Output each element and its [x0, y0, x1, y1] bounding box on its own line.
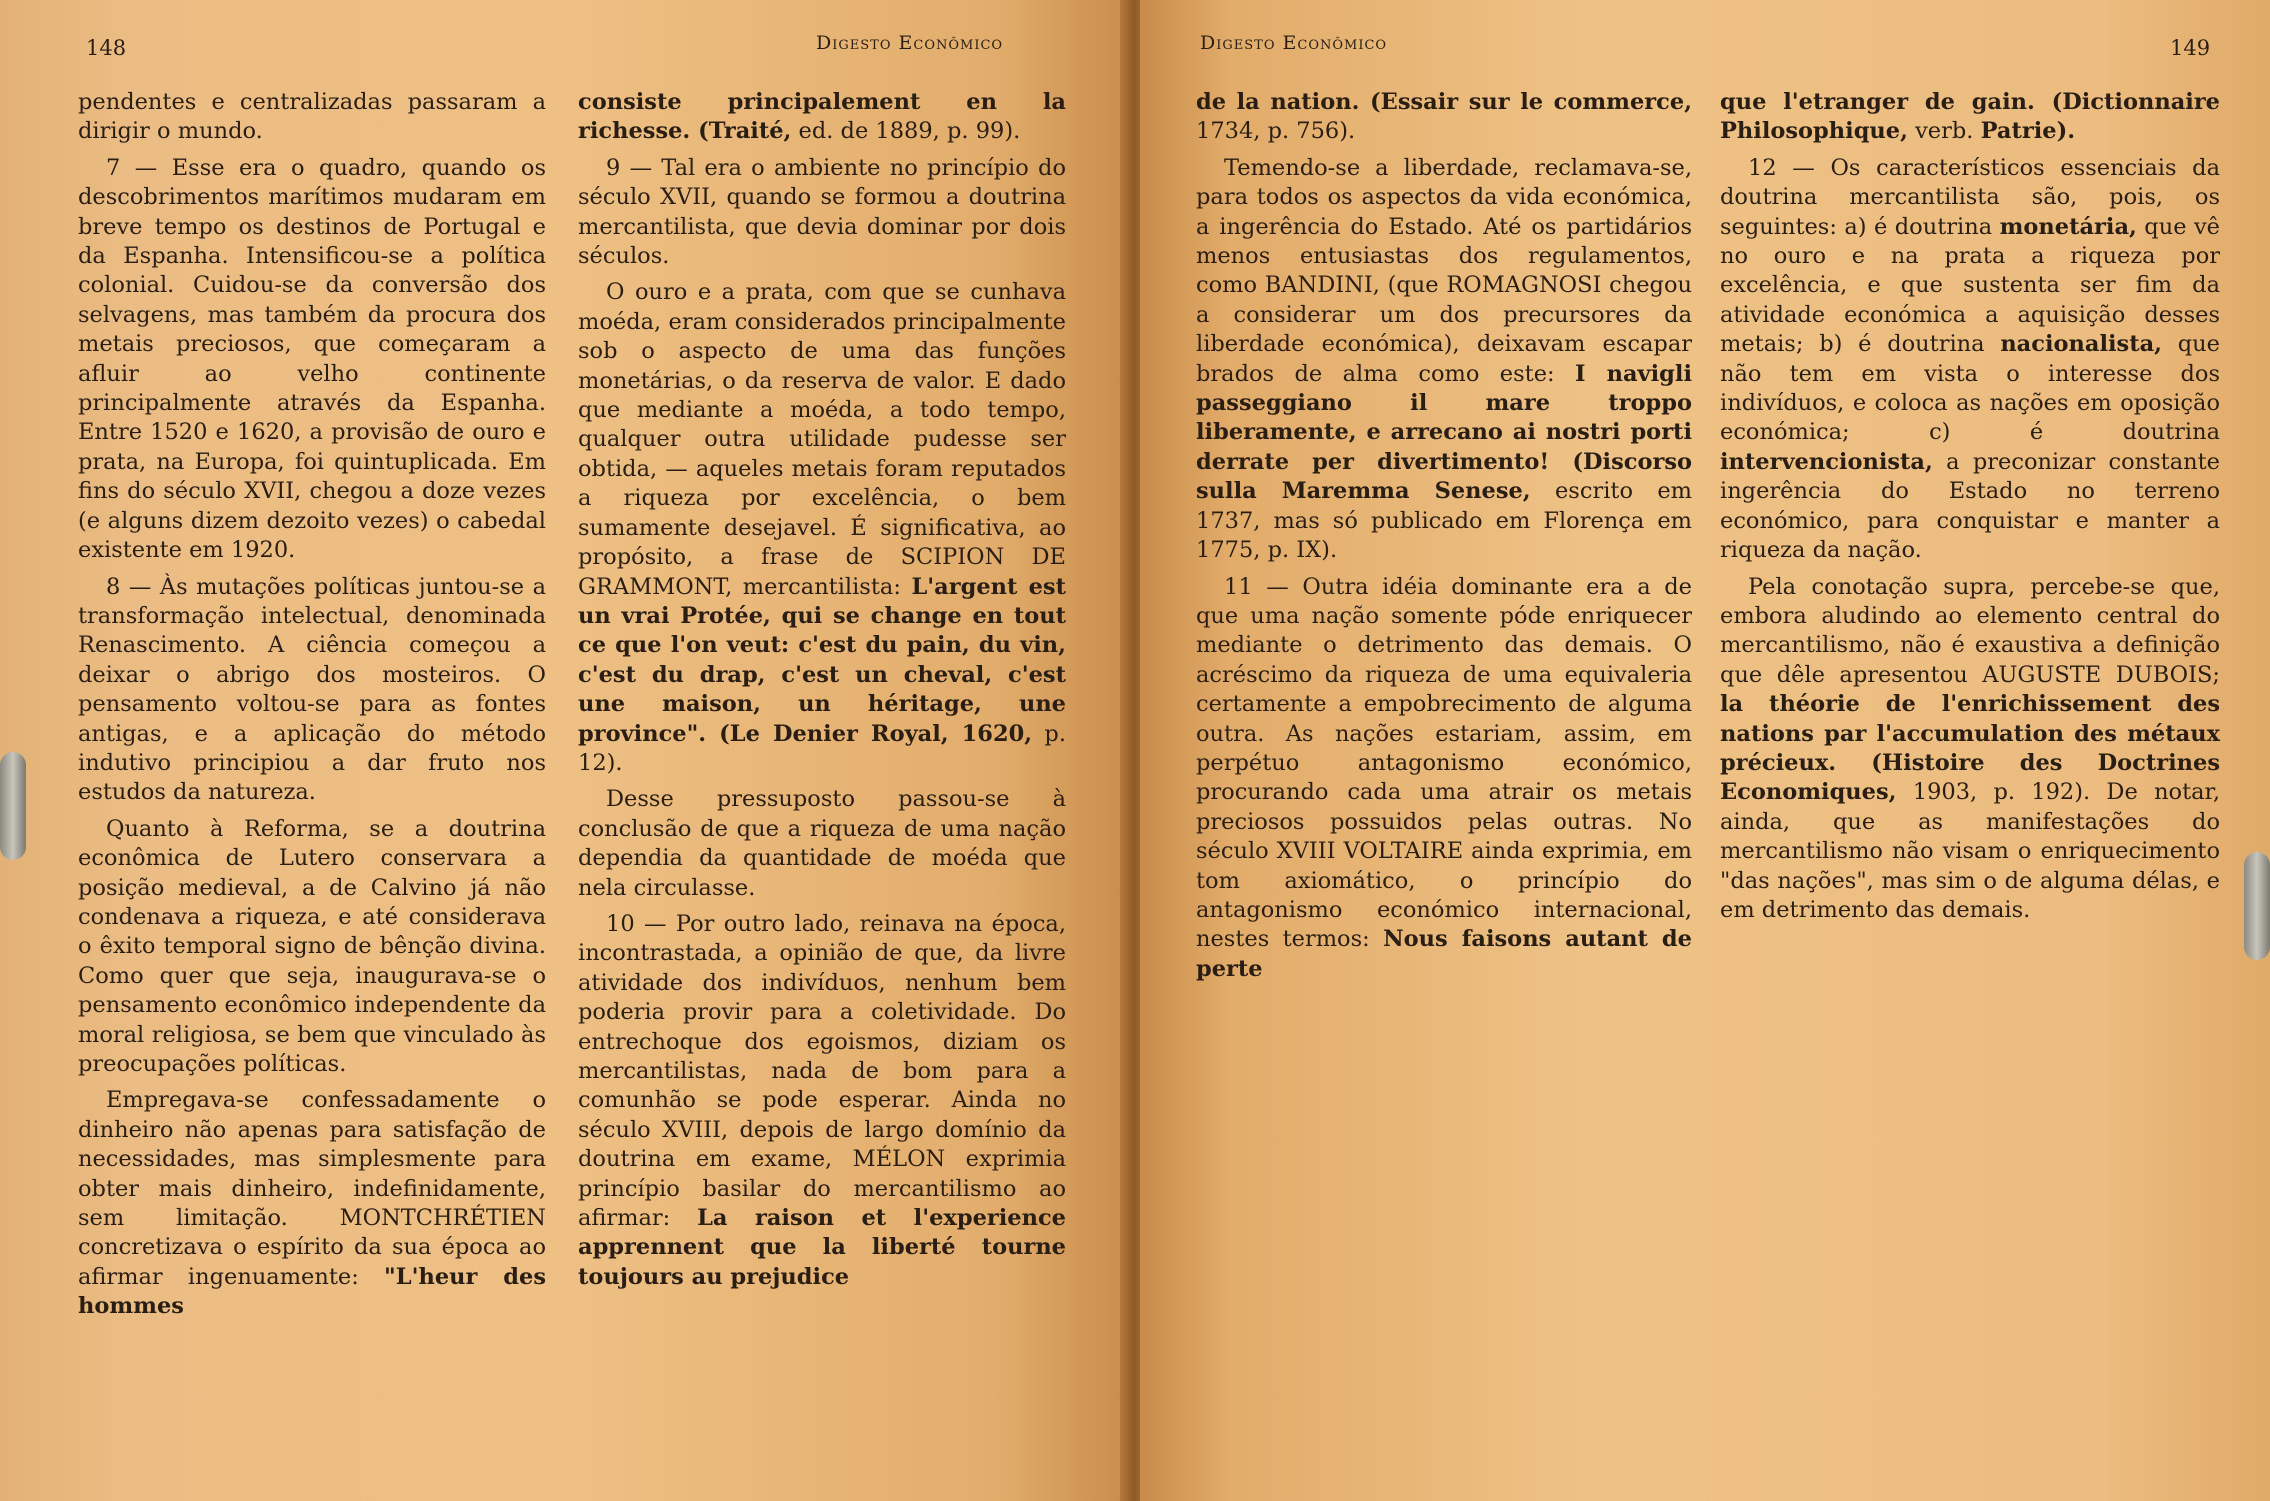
- body-text: 11 — Outra idéia dominante era a de que uma nação somente póde enriquecer mediante o detrimento das demais. O acréscimo da riqueza de uma equivaleria certamente a empobrecimento de alguma outra. As nações estariam, assim, em perpétuo antagonismo económico, procurando cada uma atrair os metais preciosos possuidos pelas outras. No século XVIII VOLTAIRE ainda exprimia, em tom axiomático, o princípio do antagonismo económico internacional, nestes termos:: [1196, 573, 1692, 953]
- body-text: 1903, p. 192). De notar, ainda, que as manifestações do mercantilismo não visam o enriquecimento "das nações", mas sim o de alguma délas, e em detrimento das demais.: [1720, 779, 2220, 923]
- paragraph: [578, 88, 1066, 147]
- body-text: Quanto à Reforma, se a doutrina econômica de Lutero conservara a posição medieval, a de Calvino já não condenava a riqueza, e até considerava o êxito temporal signo de bênção divina. Como quer que seja, inaugurava-se o pensamento econômico independente da moral religiosa, se bem que vinculado às preocupações políticas.: [78, 815, 546, 1077]
- paragraph: [78, 815, 546, 1080]
- page-number-left: 148: [86, 36, 127, 60]
- quote-text: intervencionista,: [1720, 448, 1933, 475]
- paragraph: [578, 278, 1066, 778]
- body-text: 1734, p. 756).: [1196, 118, 1356, 145]
- paragraph: [1720, 573, 2220, 926]
- quote-text: la théorie de l'enrichissement des nations par l'accumulation des métaux précieux. (Histoire des Doctrines Economiques,: [1720, 691, 2220, 806]
- body-text: Empregava-se confessadamente o dinheiro não apenas para satisfação de necessidades, mas simplesmente para obter mais dinheiro, indefinidamente, sem limitação. MONTCHRÉTIEN concretizava o espírito da sua época ao afirmar ingenuamente:: [78, 1087, 546, 1290]
- quote-text: "L'heur des hommes: [78, 1263, 546, 1320]
- quote-text: I navigli passeggiano il mare troppo liberamente, e arrecano ai nostri porti derrate per divertimento! (Discorso sulla Maremma Senese,: [1196, 360, 1692, 505]
- paragraph: [578, 910, 1066, 1292]
- body-text: O ouro e a prata, com que se cunhava moéda, eram considerados principalmente sob o aspecto de uma das funções monetárias, o da reserva de valor. E dado que mediante a moéda, a todo tempo, qualquer outra utilidade pudesse ser obtida, — aqueles metais foram reputados a riqueza por excelência, o bem sumamente desejavel. É significativa, ao propósito, a frase de SCIPION DE GRAMMONT, mercantilista:: [578, 279, 1066, 600]
- paragraph: [1720, 88, 2220, 147]
- index-tab-right: [2244, 852, 2270, 960]
- quote-text: Nous faisons autant de perte: [1196, 926, 1692, 982]
- paragraph: [1720, 154, 2220, 566]
- paragraph: [78, 154, 546, 566]
- quote-text: La raison et l'experience apprennent que la liberté tourne toujours au prejudice: [578, 1205, 1066, 1290]
- body-text: a preconizar constante ingerência do Estado no terreno económico, para conquistar e manter a riqueza da nação.: [1720, 448, 2220, 564]
- right-page: [1140, 0, 2270, 1501]
- body-text: pendentes e centralizadas passaram a dirigir o mundo.: [78, 89, 546, 145]
- body-text: 9 — Tal era o ambiente no princípio do século XVII, quando se formou a doutrina mercantilista, que devia dominar por dois séculos.: [578, 154, 1066, 270]
- body-text: Desse pressuposto passou-se à conclusão de que a riqueza de uma nação dependia da quantidade de moéda que nela circulasse.: [578, 786, 1066, 901]
- running-head-left: Digesto Econômico: [816, 32, 1004, 54]
- left-page-column-1: [78, 88, 546, 1329]
- body-text: Temendo-se a liberdade, reclamava-se, para todos os aspectos da vida económica, a ingerência do Estado. Até os partidários menos entusiastas dos regulamentos, como BANDINI, (que ROMAGNOSI chegou a considerar um dos precursores da liberdade económica), deixavam escapar brados de alma como este:: [1196, 154, 1692, 387]
- left-page: [0, 0, 1128, 1501]
- index-tab-left: [0, 752, 26, 860]
- body-text: 10 — Por outro lado, reinava na época, incontrastada, a opinião de que, da livre atividade dos indivíduos, nenhum bem poderia provir para a coletividade. Do entrechoque dos egoismos, diziam os mercantilistas, nada de bom para a comunhão se pode esperar. Ainda no século XVIII, depois de largo domínio da doutrina em exame, MÉLON exprimia princípio basilar do mercantilismo ao afirmar:: [578, 910, 1066, 1232]
- left-page-column-2: [578, 88, 1066, 1299]
- body-text: 8 — Às mutações políticas juntou-se a transformação intelectual, denominada Renascimento. A ciência começou a deixar o abrigo dos mosteiros. O pensamento voltou-se para as fontes antigas, e a aplicação do método indutivo principiou a dar fruto nos estudos da natureza.: [78, 573, 546, 806]
- body-text: 12 — Os característicos essenciais da doutrina mercantilista são, pois, os seguintes: a) é doutrina: [1720, 154, 2220, 240]
- body-text: p. 12).: [578, 720, 1066, 776]
- running-head-right: Digesto Econômico: [1200, 32, 1388, 54]
- paragraph: [78, 573, 546, 808]
- body-text: que vê no ouro e na prata a riqueza por excelência, e que sustenta ser fim da atividade económica a aquisição desses metais; b) é doutrina: [1720, 213, 2220, 358]
- right-page-column-1: [1196, 88, 1692, 991]
- paragraph: [78, 88, 546, 147]
- body-text: 7 — Esse era o quadro, quando os descobrimentos marítimos mudaram em breve tempo os destinos de Portugal e da Espanha. Intensificou-se a política colonial. Cuidou-se da conversão dos selvagens, mas também da procura dos metais preciosos, que começaram a afluir ao velho continente principalmente através da Espanha. Entre 1520 e 1620, a provisão de ouro e prata, na Europa, foi quintuplicada. Em fins do século XVII, chegou a doze vezes (e alguns dizem dezoito vezes) o cabedal existente em 1920.: [78, 154, 546, 564]
- quote-text: nacionalista,: [2000, 331, 2163, 358]
- paragraph: [78, 1086, 546, 1321]
- body-text: ed. de 1889, p. 99).: [791, 118, 1021, 145]
- paragraph: [578, 785, 1066, 903]
- paragraph: [578, 154, 1066, 272]
- body-text: verb.: [1907, 118, 1981, 145]
- paragraph: [1196, 154, 1692, 566]
- paragraph: [1196, 573, 1692, 985]
- quote-text: Patrie).: [1980, 118, 2076, 145]
- right-page-column-2: [1720, 88, 2220, 932]
- body-text: que não tem em vista o interesse dos indivíduos, e coloca as nações em oposição económica; c) é doutrina: [1720, 331, 2220, 446]
- body-text: Pela conotação supra, percebe-se que, embora aludindo ao elemento central do mercantilismo, não é exaustiva a definição que dêle apresentou AUGUSTE DUBOIS;: [1720, 573, 2220, 688]
- quote-text: L'argent est un vrai Protée, qui se change en tout ce que l'on veut: c'est du pain, du vin, c'est du drap, c'est un cheval, c'est une maison, un héritage, une province". (Le Denier Royal, 1620,: [578, 573, 1066, 747]
- quote-text: monetária,: [1999, 213, 2137, 240]
- quote-text: de la nation. (Essair sur le commerce,: [1196, 89, 1692, 115]
- paragraph: [1196, 88, 1692, 147]
- quote-text: que l'etranger de gain. (Dictionnaire Philosophique,: [1720, 89, 2220, 145]
- page-number-right: 149: [2170, 36, 2211, 60]
- body-text: escrito em 1737, mas só publicado em Florença em 1775, p. IX).: [1196, 478, 1692, 564]
- quote-text: consiste principalement en la richesse. (Traité,: [578, 89, 1066, 145]
